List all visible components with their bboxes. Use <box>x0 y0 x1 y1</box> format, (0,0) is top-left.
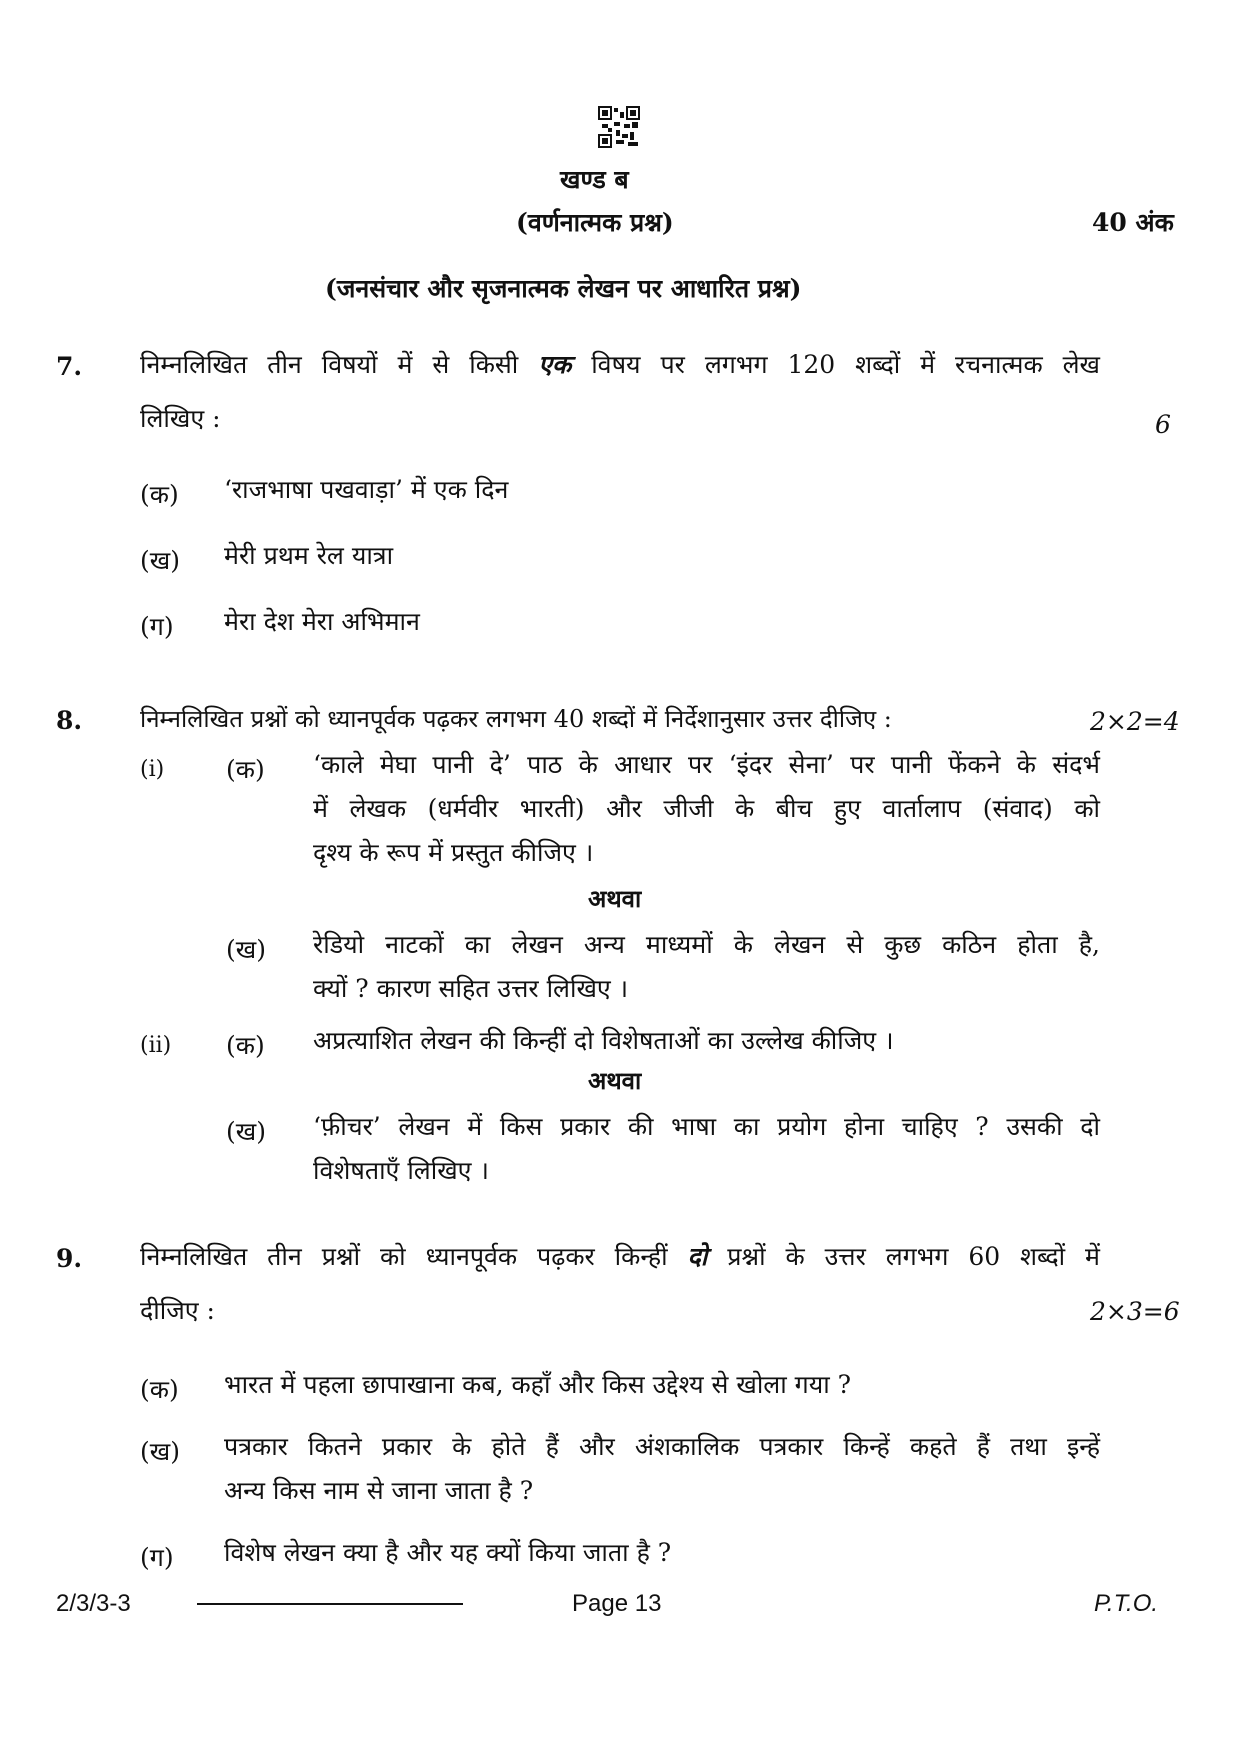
option-text: अन्य किस नाम से जाना जाता है ? <box>224 1476 534 1505</box>
option-text: पत्रकार कितने प्रकार के होते हैं और अंशकालिक पत्रकार किन्हें कहते हैं तथा इन्हें <box>224 1432 1100 1461</box>
section-marks: 40 अंक <box>1092 208 1174 237</box>
option-text: भारत में पहला छापाखाना कब, कहाँ और किस उद्देश्य से खोला गया ? <box>224 1370 852 1399</box>
option-label: (ख) <box>140 1437 180 1466</box>
page-number: Page 13 <box>572 1590 662 1617</box>
option-label: (ख) <box>140 546 180 575</box>
option-label: (क) <box>226 1031 265 1060</box>
footer-rule <box>197 1603 463 1605</box>
question-number: 7. <box>56 352 83 381</box>
section-subtitle: (वर्णनात्मक प्रश्न) <box>516 208 674 237</box>
option-text: रेडियो नाटकों का लेखन अन्य माध्यमों के लेखन से कुछ कठिन होता है, <box>313 930 1100 959</box>
question-text: निम्नलिखित प्रश्नों को ध्यानपूर्वक पढ़कर लगभग 40 शब्दों में निर्देशानुसार उत्तर दीजिए : <box>140 705 892 733</box>
question-text: लिखिए : <box>140 404 221 433</box>
question-number: 8. <box>56 706 83 735</box>
question-marks: 6 <box>1155 410 1171 439</box>
option-label: (ख) <box>226 935 266 964</box>
option-label: (ग) <box>140 612 174 641</box>
paper-code: 2/3/3-3 <box>56 1590 131 1617</box>
question-marks: 2×3=6 <box>1090 1297 1180 1326</box>
question-text: निम्नलिखित तीन प्रश्नों को ध्यानपूर्वक पढ़कर किन्हीं दो प्रश्नों के उत्तर लगभग 60 शब्दों में <box>140 1242 1100 1271</box>
option-label: (क) <box>226 755 265 784</box>
option-text: मेरा देश मेरा अभिमान <box>224 607 420 636</box>
option-text: विशेषताएँ लिखिए । <box>313 1156 489 1185</box>
option-text: विशेष लेखन क्या है और यह क्यों किया जाता है ? <box>224 1538 672 1567</box>
option-label: (क) <box>140 1375 179 1404</box>
pto-label: P.T.O. <box>1094 1590 1159 1617</box>
option-text: ‘राजभाषा पखवाड़ा’ में एक दिन <box>224 475 509 504</box>
subpart-label: (i) <box>140 757 165 782</box>
question-text: दीजिए : <box>140 1296 215 1325</box>
subpart-label: (ii) <box>140 1033 172 1058</box>
option-text: मेरी प्रथम रेल यात्रा <box>224 541 394 570</box>
option-label: (क) <box>140 480 179 509</box>
option-text: क्यों ? कारण सहित उत्तर लिखिए । <box>313 974 629 1003</box>
section-title: खण्ड ब <box>560 165 629 194</box>
or-separator: अथवा <box>588 884 642 913</box>
question-text: निम्नलिखित तीन विषयों में से किसी एक विषय पर लगभग 120 शब्दों में रचनात्मक लेख <box>140 350 1100 379</box>
option-label: (ग) <box>140 1543 174 1572</box>
option-text: ‘फ़ीचर’ लेखन में किस प्रकार की भाषा का प्रयोग होना चाहिए ? उसकी दो <box>313 1112 1100 1141</box>
question-marks: 2×2=4 <box>1090 707 1180 736</box>
option-text: ‘काले मेघा पानी दे’ पाठ के आधार पर ‘इंदर सेना’ पर पानी फेंकने के संदर्भ <box>313 750 1100 779</box>
or-separator: अथवा <box>588 1066 642 1095</box>
section-topic: (जनसंचार और सृजनात्मक लेखन पर आधारित प्रश्न) <box>325 274 802 303</box>
option-label: (ख) <box>226 1117 266 1146</box>
qr-code-icon <box>598 106 640 148</box>
option-text: दृश्य के रूप में प्रस्तुत कीजिए । <box>313 838 594 867</box>
option-text: में लेखक (धर्मवीर भारती) और जीजी के बीच हुए वार्तालाप (संवाद) को <box>313 794 1100 823</box>
option-text: अप्रत्याशित लेखन की किन्हीं दो विशेषताओं का उल्लेख कीजिए । <box>313 1026 894 1055</box>
question-number: 9. <box>56 1244 83 1273</box>
